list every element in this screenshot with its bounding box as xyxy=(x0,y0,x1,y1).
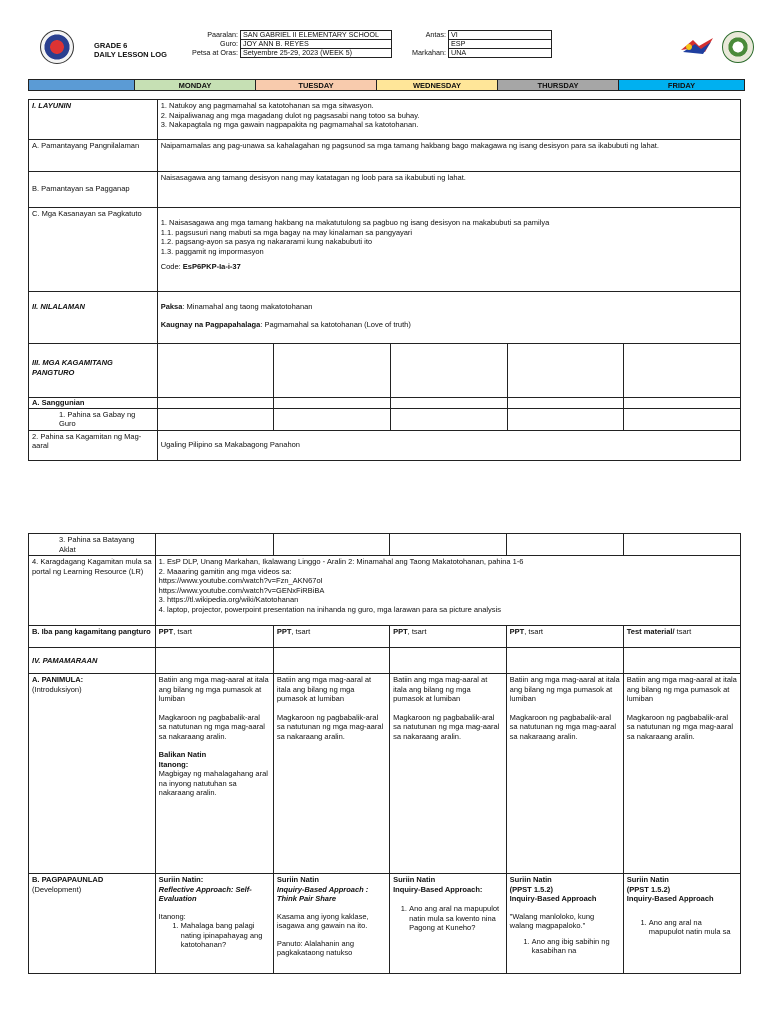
batayang-wed xyxy=(390,534,507,556)
karagdagang-item-2: 2. Maaaring gamitin ang mga videos sa: xyxy=(158,566,292,576)
pag-wed-approach: Inquiry-Based Approach: xyxy=(393,884,483,894)
pamamaraan-thu xyxy=(506,648,623,674)
karagdagang-item-1: 1. EsP DLP, Unang Markahan, Ikalawang Linggo - Aralin 2: Minamahal ang Taong Makatotohanan, pahina 1-6 xyxy=(158,557,524,566)
nilalaman-content xyxy=(157,292,740,344)
kagamitan-wed xyxy=(391,344,508,398)
karagdagang-content xyxy=(155,556,740,626)
layunin-label xyxy=(29,100,158,140)
sanggunian-tue xyxy=(274,398,391,409)
kagamitan-mag-aaral-label: 2. Pahina sa Kagamitan ng Mag-aaral xyxy=(29,430,158,460)
panimula-tue-para1: Batiin ang mga mag-aaral at itala ang bilang ng mga pumasok at lumiban xyxy=(276,675,372,703)
pag-tue-title: Suriin Natin xyxy=(276,875,319,884)
school-seal-icon xyxy=(722,31,754,63)
pag-thu-q1: 1. Ano ang ibig sabihin ng kasabihan na xyxy=(532,937,620,956)
layunin-item-2: 2. Naipaliwanag ang mga magadang dulot ng pagsasabi nang totoo sa buhay. xyxy=(160,110,420,120)
panimula-fri xyxy=(623,674,740,874)
header xyxy=(28,28,740,64)
karagdagang-link-2: https://www.youtube.com/watch?v=GENxFiRBiBA xyxy=(158,585,325,595)
day-tuesday: TUESDAY xyxy=(256,80,377,91)
pamantayang-pangnilalaman-text: Naipamamalas ang pag-unawa sa kahalagahan ng pagsunod sa mga tamang hakbang bago makagawa ng isang desisyon para sa ikabubuti ng lahat. xyxy=(157,140,740,172)
day-header-row xyxy=(28,79,745,91)
batayang-fri xyxy=(623,534,740,556)
school-label: Paaralan: xyxy=(207,30,238,39)
page-1 xyxy=(0,0,768,495)
kasanayan-item-4: 1.3. paggamit ng impormasyon xyxy=(160,246,264,256)
pag-fri-q1: 1. Ano ang aral na mapupulot natin mula sa xyxy=(649,918,737,937)
panimula-wed-para1: Batiin ang mga mag-aaral at itala ang bilang ng mga pumasok at lumiban xyxy=(393,675,488,703)
grade-title xyxy=(94,41,167,59)
layunin-item-3: 3. Nakapagtala ng mga gawain nagpapakita ng pagmamahal sa katotohanan. xyxy=(160,120,419,129)
pamamaraan-mon xyxy=(155,648,273,674)
pag-mon-approach: Reflective Approach: Self-Evaluation xyxy=(158,884,252,903)
pamantayang-pangnilalaman-label: A. Pamantayang Pangnilalaman xyxy=(29,140,158,172)
kasanayan-content xyxy=(157,208,740,292)
pag-fri-list xyxy=(627,918,737,937)
panimula-thu-para1: Batiin ang mga mag-aaral at itala ang bilang ng mga pumasok at lumiban xyxy=(509,675,620,703)
panimula-label-text: A. PANIMULA: xyxy=(32,675,84,684)
paksa-value: : Minamahal ang taong makatotohanan xyxy=(182,302,313,311)
panimula-sublabel: (Introduksiyon) xyxy=(32,684,82,694)
panimula-mon-para2: Magkaroon ng pagbabalik-aral sa natutunan ng mga mag-aaral sa nakaraang aralin. xyxy=(158,712,265,741)
day-wednesday: WEDNESDAY xyxy=(377,80,498,91)
pag-thu-quote: "Walang manloloko, kung walang magpapaloko." xyxy=(509,911,595,930)
pagpapaunlad-label xyxy=(29,874,156,974)
grade-label: GRADE 6 xyxy=(94,41,128,50)
iba-mon-bold: PPT xyxy=(158,627,174,636)
code-value: EsP6PKP-Ia-i-37 xyxy=(182,262,241,271)
iba-thu-bold: PPT xyxy=(509,627,525,636)
panimula-fri-para1: Batiin ang mga mag-aaral at itala ang bilang ng mga pumasok at lumiban xyxy=(626,675,737,703)
pagpapaunlad-tue xyxy=(273,874,389,974)
gabay-label: 1. Pahina sa Gabay ng Guro xyxy=(29,408,158,430)
panimula-tue xyxy=(273,674,389,874)
pamamaraan-tue xyxy=(273,648,389,674)
iba-pang-mon xyxy=(155,626,273,648)
iba-pang-label: B. Iba pang kagamitang pangturo xyxy=(29,626,156,648)
kasanayan-item-2: 1.1. pagsusuri nang mabuti sa mga bagay na may kinalaman sa pangyayari xyxy=(160,227,413,237)
kagamitan-mon xyxy=(157,344,274,398)
quarter-value: UNA xyxy=(449,49,552,58)
panimula-fri-para2: Magkaroon ng pagbabalik-aral sa natutunan ng mga mag-aaral sa nakaraang aralin. xyxy=(626,712,734,741)
panimula-thu xyxy=(506,674,623,874)
panimula-mon-para1: Batiin ang mga mag-aaral at itala ang bilang ng mga pumasok at lumiban xyxy=(158,675,269,703)
lesson-table-page-1 xyxy=(28,99,741,461)
pag-wed-q1: 1. Ano ang aral na mapupulot natin mula sa kwento nina Pagong at Kuneho? xyxy=(409,904,503,933)
panimula-label xyxy=(29,674,156,874)
itanong-title: Itanong: xyxy=(158,759,189,769)
kagamitan-label-text: III. MGA KAGAMITANG PANGTURO xyxy=(32,358,113,377)
kasanayan-code xyxy=(161,262,737,272)
pag-tue-p1: Kasama ang iyong kaklase, isagawa ang gawain na ito. xyxy=(276,911,369,930)
paksa-label: Paksa xyxy=(160,302,183,311)
iba-wed-bold: PPT xyxy=(393,627,408,636)
sanggunian-mon xyxy=(157,398,274,409)
nilalaman-label-text: II. NILALAMAN xyxy=(32,302,85,311)
school-value: SAN GABRIEL II ELEMENTARY SCHOOL xyxy=(241,31,392,40)
batayang-mon xyxy=(155,534,273,556)
kaugnay-label: Kaugnay na Pagpapahalaga xyxy=(160,319,261,329)
balikan-text: Magbigay ng mahalagahang aral na inyong natutuhan sa nakaraang aralin. xyxy=(158,769,268,797)
iba-tue-bold: PPT xyxy=(276,627,292,636)
date-label: Petsa at Oras: xyxy=(192,48,238,57)
iba-wed-rest: , tsart xyxy=(407,627,427,636)
pagpapaunlad-thu xyxy=(506,874,623,974)
day-blank-cell xyxy=(29,80,135,91)
pamamaraan-wed xyxy=(390,648,507,674)
pagpapaunlad-label-text: B. PAGPAPAUNLAD xyxy=(32,875,104,884)
teacher-value: JOY ANN B. REYES xyxy=(241,40,392,49)
pamamaraan-label xyxy=(29,648,156,674)
kagamitan-thu xyxy=(507,344,624,398)
panimula-mon xyxy=(155,674,273,874)
kasanayan-item-3: 1.2. pagsang-ayon sa pasya ng nakararami kung nakabubuti ito xyxy=(160,237,373,246)
pag-thu-title: Suriin Natin xyxy=(509,875,552,884)
kagamitan-fri xyxy=(624,344,741,398)
pag-thu-approach: Inquiry-Based Approach xyxy=(509,894,597,903)
karagdagang-item-3: 3. https://tl.wikipedia.org/wiki/Katotohanan xyxy=(158,595,299,604)
gabay-thu xyxy=(507,408,624,430)
pagpapaunlad-mon xyxy=(155,874,273,974)
balikan-title: Balikan Natin xyxy=(158,750,207,759)
iba-pang-fri xyxy=(623,626,740,648)
iba-tue-rest: , tsart xyxy=(291,627,311,636)
subject-label-text: Asignatura: xyxy=(409,39,446,48)
layunin-item-1: 1. Natukoy ang pagmamahal sa katotohanan sa mga sitwasyon. xyxy=(160,101,374,110)
pag-tue-approach: Inquiry-Based Approach : Think Pair Share xyxy=(276,884,369,903)
batayang-thu xyxy=(506,534,623,556)
subject-value: ESP xyxy=(449,40,552,49)
pag-mon-title: Suriin Natin: xyxy=(158,875,204,884)
pag-wed-list xyxy=(393,904,503,933)
log-title: DAILY LESSON LOG xyxy=(94,50,167,59)
kagamitan-label xyxy=(29,344,158,398)
sanggunian-fri xyxy=(624,398,741,409)
pag-fri-approach: Inquiry-Based Approach xyxy=(626,894,714,903)
kasanayan-item-1: 1. Naisasagawa ang mga tamang hakbang na makatutulong sa pagbuo ng isang desisyon na makabubuti sa pamilya xyxy=(160,218,550,227)
lesson-table-page-2 xyxy=(28,533,741,974)
iba-fri-bold: Test material/ xyxy=(626,627,675,636)
iba-pang-thu xyxy=(506,626,623,648)
pag-tue-p2: Panuto: Alalahanin ang pagkakataong natukso xyxy=(276,938,355,957)
teacher-label: Guro: xyxy=(220,39,238,48)
pag-mon-list xyxy=(159,921,270,950)
day-monday: MONDAY xyxy=(135,80,256,91)
kaugnay-line xyxy=(161,320,737,330)
code-label: Code: xyxy=(160,262,181,271)
pag-thu-ppst: (PPST 1.5.2) xyxy=(509,884,554,894)
pag-thu-list xyxy=(510,937,620,956)
pag-fri-title: Suriin Natin xyxy=(626,875,669,884)
kaugnay-value: : Pagmamahal sa katotohanan (Love of truth) xyxy=(260,319,411,329)
nilalaman-label xyxy=(29,292,158,344)
pag-mon-q1: 1. Mahalaga bang palagi nating ipinapahayag ang katotohanan? xyxy=(181,921,270,950)
batayang-aklat-label: 3. Pahina sa Batayang Aklat xyxy=(29,534,156,556)
pag-fri-ppst: (PPST 1.5.2) xyxy=(626,884,671,894)
sanggunian-thu xyxy=(507,398,624,409)
pamantayan-pagganap-label: B. Pamantayan sa Pagganap xyxy=(29,172,158,208)
day-friday: FRIDAY xyxy=(619,80,745,91)
pagpapaunlad-fri xyxy=(623,874,740,974)
pagpapaunlad-sublabel: (Development) xyxy=(32,884,82,894)
pag-wed-title: Suriin Natin xyxy=(393,875,436,884)
pamantayan-pagganap-text: Naisasagawa ang tamang desisyon nang may katatagan ng loob para sa ikabubuti ng lahat. xyxy=(157,172,740,208)
page-2 xyxy=(0,495,768,1024)
gabay-mon xyxy=(157,408,274,430)
sanggunian-wed xyxy=(391,398,508,409)
karagdagang-link-1: https://www.youtube.com/watch?v=Fzn_AKN67oI xyxy=(158,576,323,585)
matatag-logo-icon xyxy=(679,36,715,56)
gabay-tue xyxy=(274,408,391,430)
iba-pang-wed xyxy=(390,626,507,648)
layunin-label-text: I. LAYUNIN xyxy=(32,101,72,110)
quarter-label: Markahan: xyxy=(412,48,446,57)
deped-seal-icon xyxy=(40,30,74,64)
pagpapaunlad-wed xyxy=(390,874,507,974)
kagamitan-mag-aaral-text: Ugaling Pilipino sa Makabagong Panahon xyxy=(157,430,740,460)
kasanayan-label: C. Mga Kasanayan sa Pagkatuto xyxy=(29,208,158,292)
panimula-wed-para2: Magkaroon ng pagbabalik-aral sa natutunan ng mga mag-aaral sa nakaraang aralin. xyxy=(393,712,500,741)
iba-pang-tue xyxy=(273,626,389,648)
panimula-thu-para2: Magkaroon ng pagbabalik-aral sa natutunan ng mga mag-aaral sa nakaraang aralin. xyxy=(509,712,616,741)
date-value: Setyembre 25-29, 2023 (WEEK 5) xyxy=(241,49,392,58)
sanggunian-label: A. Sanggunian xyxy=(29,398,158,409)
karagdagang-label: 4. Karagdagang Kagamitan mula sa portal ng Learning Resource (LR) xyxy=(29,556,156,626)
iba-fri-rest: tsart xyxy=(674,627,692,636)
panimula-wed xyxy=(390,674,507,874)
karagdagang-item-4: 4. laptop, projector, powerpoint presentation na inihanda ng guro, mga larawan para sa picture analysis xyxy=(158,604,501,614)
kagamitan-tue xyxy=(274,344,391,398)
layunin-content xyxy=(157,100,740,140)
level-value: VI xyxy=(449,31,552,40)
pag-mon-lead: Itanong: xyxy=(158,911,186,921)
level-label: Antas: xyxy=(425,30,446,39)
pamamaraan-fri xyxy=(623,648,740,674)
header-info-table xyxy=(188,30,552,58)
day-thursday: THURSDAY xyxy=(498,80,619,91)
pamamaraan-label-text: IV. PAMAMARAAN xyxy=(32,655,98,665)
batayang-tue xyxy=(273,534,389,556)
paksa-line xyxy=(161,302,737,312)
panimula-tue-para2: Magkaroon ng pagbabalik-aral sa natutunan ng mga mag-aaral sa nakaraang aralin. xyxy=(276,712,384,741)
gabay-fri xyxy=(624,408,741,430)
gabay-wed xyxy=(391,408,508,430)
iba-mon-rest: , tsart xyxy=(173,627,193,636)
iba-thu-rest: , tsart xyxy=(524,627,544,636)
